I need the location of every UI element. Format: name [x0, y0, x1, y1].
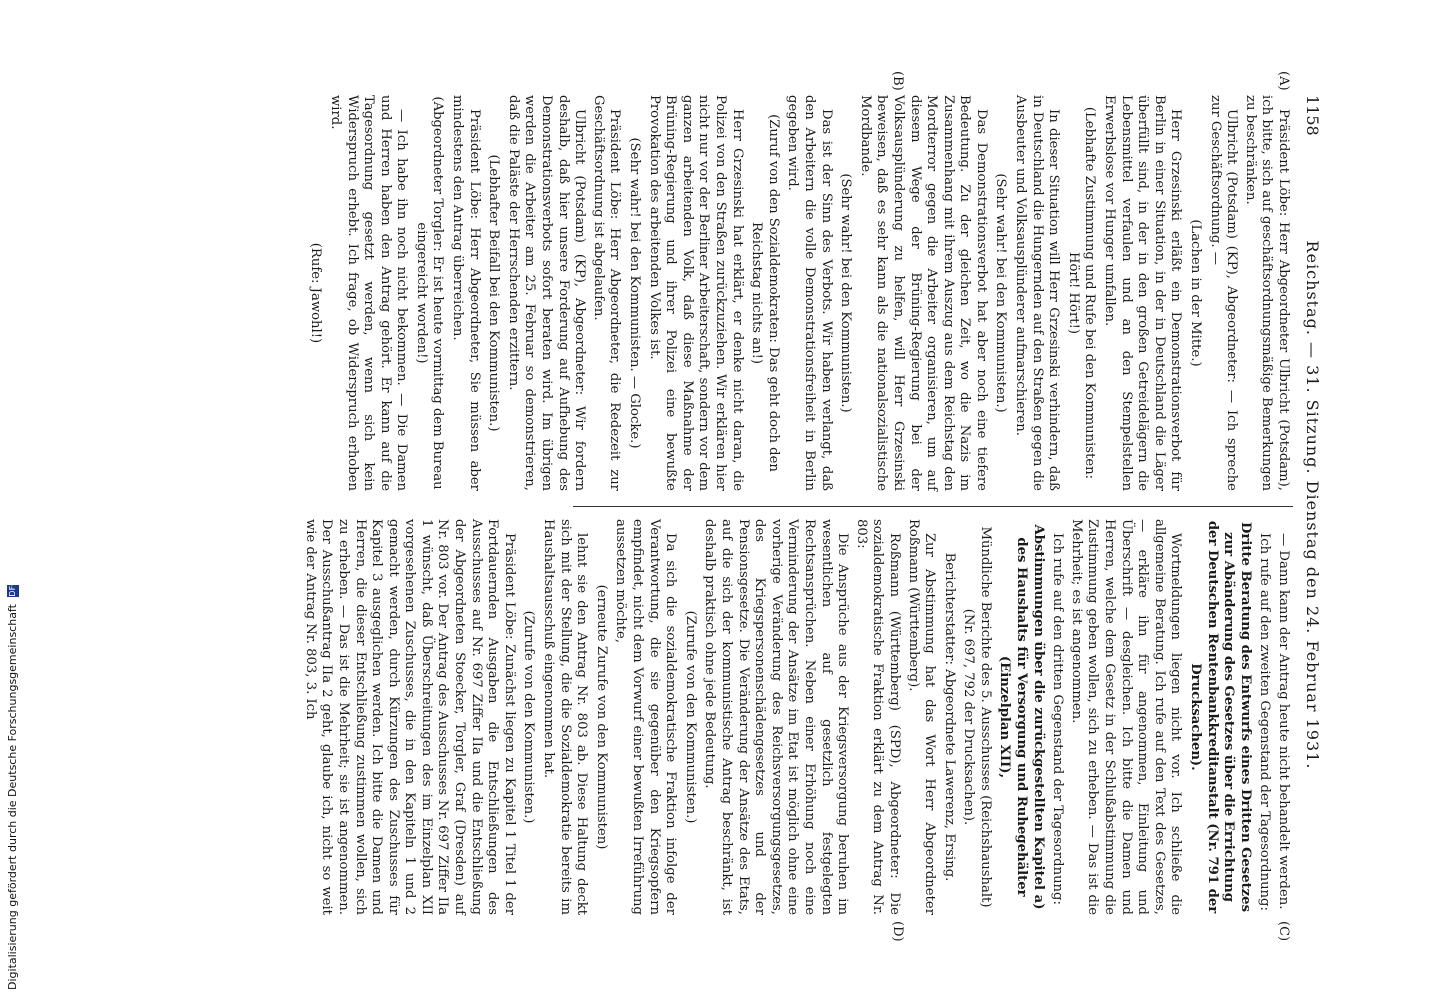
- interjection: (Rufe: Jawohl!): [308, 242, 324, 344]
- margin-letter-a: (A): [1276, 71, 1291, 91]
- agenda-heading: Dritte Beratung des Entwurfs eines Dritten Gesetzes zur Abänderung des Gesetzes über die Errichtung der Deutschen Rentenbankkreditanstalt (Nr. 791 der Drucksachen).: [1188, 520, 1253, 914]
- interjection: (Lebhafter Beifall bei den Kommunisten.): [486, 154, 502, 432]
- funding-text: Digitalisierung gefördert durch die Deutsche Forschungsgemeinschaft: [6, 604, 19, 990]
- paragraph: Die Ansprüche aus der Kriegsversorgung beruhen im wesentlichen auf gesetzlich festgelegten Rechtsansprüchen. Neben einer Erhöhung noch eine Verminderung der Ansätze im Etat ist möglich ohne eine vorherige Veränderung des Reichsversorgungsgesetzes, des Kriegspersonenschädengesetzes und der Pensionsgesetze. Die Veränderung der Ansätze des Etats, auf die sich der kommunistische Antrag beschränkt, ist deshalb praktisch ohne jede Bedeutung.: [702, 519, 851, 915]
- paragraph: Roßmann (Württemberg) (SPD), Abgeordneter: Die sozialdemokratische Fraktion erklärt zu dem Antrag Nr. 803:: [853, 519, 902, 915]
- margin-letter-d: (D): [890, 921, 905, 942]
- page-header: [1299, 95, 1325, 915]
- paragraph: Ich rufe auf den dritten Gegenstand der Tagesordnung:: [1050, 533, 1066, 905]
- margin-letter-b: (B): [890, 71, 905, 91]
- column-divider: [573, 506, 1293, 507]
- rotated-page-content: [145, 71, 1325, 942]
- paragraph: Ich rufe auf den zweiten Gegenstand der Tagesordnung:: [1257, 533, 1273, 911]
- right-column: [299, 519, 1291, 915]
- dfg-logo-icon: DFG: [8, 579, 17, 597]
- paragraph: lehnt sie den Antrag Nr. 803 ab. Diese Haltung deckt sich mit der Stellung, die die Sozialdemokratie bereits im Haushaltsausschuß eingenommen hat.: [541, 519, 590, 915]
- paragraph: In dieser Situation will Herr Grzesinski verhindern, daß in Deutschland die Hungernden auf den Straßen gegen die Ausbeuter und Volksausplünderer aufmarschieren.: [1013, 95, 1062, 491]
- interjection: (Abgeordneter Torgler: Er ist heute vormittag dem Bureau eingereicht worden!): [413, 96, 446, 490]
- interjection: (erneute Zurufe von den Kommunisten): [593, 584, 609, 850]
- margin-letter-c: (C): [1276, 921, 1291, 942]
- running-title: Reichstag. — 31. Sitzung. Dienstag den 24. Februar 1931.: [1303, 240, 1322, 770]
- interjection: Mündliche Berichte des 5. Ausschusses (Reichshaushalt) (Nr. 697, 792 der Drucksachen).: [961, 526, 993, 908]
- interjection: (Zurufe von den Kommunisten.): [682, 610, 698, 824]
- interjection: (Zuruf von den Sozialdemokraten: Das geht doch den Reichstag nichts an!): [749, 114, 781, 472]
- left-column: [304, 95, 1291, 491]
- paragraph: Herr Grzesinski hat erklärt, er denke nicht daran, die Polizei von den Straßen zurückzuziehen. Wir erklären hier nicht nur vor der Berliner Arbeiterschaft, sondern vor dem ganzen arbeitenden Volk, daß diese Maßnahme der Brüning-Regierung und ihrer Polizei eine bewußte Provokation des arbeitenden Volkes ist.: [646, 95, 745, 491]
- interjection: Berichterstatter: Abgeordnete Lawerenz, Ersing.: [941, 552, 957, 882]
- paragraph: Präsident Löbe: Herr Abgeordneter Ulbricht (Potsdam), ich bitte, sich auf geschäftsordnungsmäßige Bemerkungen zu beschränken.: [1242, 95, 1291, 491]
- paragraph: Zur Abstimmung hat das Wort Herr Abgeordneter Roßmann (Württemberg).: [905, 519, 938, 915]
- paragraph: Präsident Löbe: Herr Abgeordneter, Sie müssen aber mindestens den Antrag überreichen.: [450, 95, 482, 491]
- paragraph: — Ich habe ihn noch nicht bekommen. — Die Damen und Herren haben den Antrag gehört. Er kann auf die Tagesordnung gesetzt werden, wenn sich kein Widerspruch erhebt. Ich frage, ob Widerspruch erhoben wird.: [327, 95, 410, 491]
- paragraph: Ulbricht (Potsdam) (KP), Abgeordneter: Wir fordern deshalb, daß hier unsere Forderung auf Aufhebung des Demonstrationsverbots sofort beraten wird. Im übrigen werden die Arbeiter am 25. Februar so demonstrieren, daß die Paläste der Herrschenden erzittern.: [505, 95, 588, 491]
- interjection: (Sehr wahr! bei den Kommunisten.): [838, 173, 854, 413]
- paragraph: — Dann kann der Antrag heute nicht behandelt werden.: [1276, 533, 1291, 910]
- paragraph: Da sich die sozialdemokratische Fraktion infolge der Verantwortung, die sie gegenüber den Kriegsopfern empfindet, nicht dem Vorwurf einer bewußten Irreführung aussetzen möchte,: [613, 519, 679, 915]
- paragraph: Präsident Löbe: Herr Abgeordneter, die Redezeit zur Geschäftsordnung ist abgelaufen.: [590, 95, 623, 491]
- paragraph: Das ist der Sinn des Verbots. Wir haben verlangt, daß den Arbeitern die volle Demonstrationsfreiheit in Berlin gegeben wird.: [785, 95, 834, 491]
- paragraph: Ulbricht (Potsdam) (KP), Abgeordneter: — Ich spreche zur Geschäftsordnung. —: [1207, 95, 1240, 491]
- funding-notice: [6, 579, 19, 990]
- agenda-heading: Abstimmungen über die zurückgestellten Kapitel a) des Haushalts für Versorgung und Ruhegehälter (Einzelplan XII),: [997, 524, 1046, 910]
- paragraph: Herr Grzesinski erläßt ein Demonstrationsverbot für Berlin in einer Situation, in der in Deutschland die Läger überfüllt sind, in der in den großen Getreidelägern die Lebensmittel verfaulen und an den Stempelstellen Erwerbslose vor Hunger umfallen.: [1102, 95, 1184, 491]
- interjection: (Sehr wahr! bei den Kommunisten.): [993, 173, 1009, 413]
- paragraph: Präsident Löbe: Zunächst liegen zu Kapitel 1 Titel 1 der Fortdauernden Ausgaben die Entschließungen des Ausschusses auf Nr. 697 Ziffer IIa und die Entschließung der Abgeordneten Stoecker, Torgler, Graf (Dresden) auf Nr. 803 vor. Der Antrag des Ausschusses Nr. 697 Ziffer IIa 1 wünscht, daß Überschreitungen des im Einzelplan XII vorgesehenen Zuschusses, die in den Kapiteln 1 und 2 gemacht werden, durch Kürzungen des Zuschusses für Kapitel 3 ausgeglichen werden. Ich bitte die Damen und Herren, die dieser Entschließung zustimmen wollen, sich zu erheben. — Das ist die Mehrheit; sie ist angenommen. Der Ausschußantrag IIa 2 geht, glaube ich, nicht so weit wie der Antrag Nr. 803, 3. Ich: [302, 519, 517, 915]
- interjection: (Lachen in der Mitte.): [1188, 219, 1204, 367]
- interjection: (Sehr wahr! bei den Kommunisten. — Glocke.): [627, 137, 643, 449]
- page-number: 1158: [1303, 95, 1322, 136]
- paragraph: Wortmeldungen liegen nicht vor. Ich schließe die allgemeine Beratung. Ich rufe auf den Text des Gesetzes, — erkläre ihn für angenommen, Einleitung und Überschrift — desgleichen. Ich bitte die Damen und Herren, welche dem Gesetz in der Schlußabstimmung die Zustimmung geben wollen, sich zu erheben. — Das ist die Mehrheit; es ist angenommen.: [1068, 519, 1184, 915]
- interjection: (Lebhafte Zustimmung und Rufe bei den Kommunisten: Hört! Hört!): [1065, 106, 1098, 480]
- paragraph: Das Demonstrationsverbot hat aber noch eine tiefere Bedeutung. Zu der gleichen Zeit, wo die Nazis im Zusammenhang mit ihrem Auszug aus dem Reichstag den Mordterror gegen die Arbeiter organisieren, um auf diesem Wege der Brüning-Regierung bei der Volksausplünderung zu helfen, will Herr Grzesinski beweisen, daß es sehr kann als die nationalsozialistische Mordbande.: [857, 95, 989, 491]
- interjection: (Zurufe von den Kommunisten.): [521, 610, 537, 824]
